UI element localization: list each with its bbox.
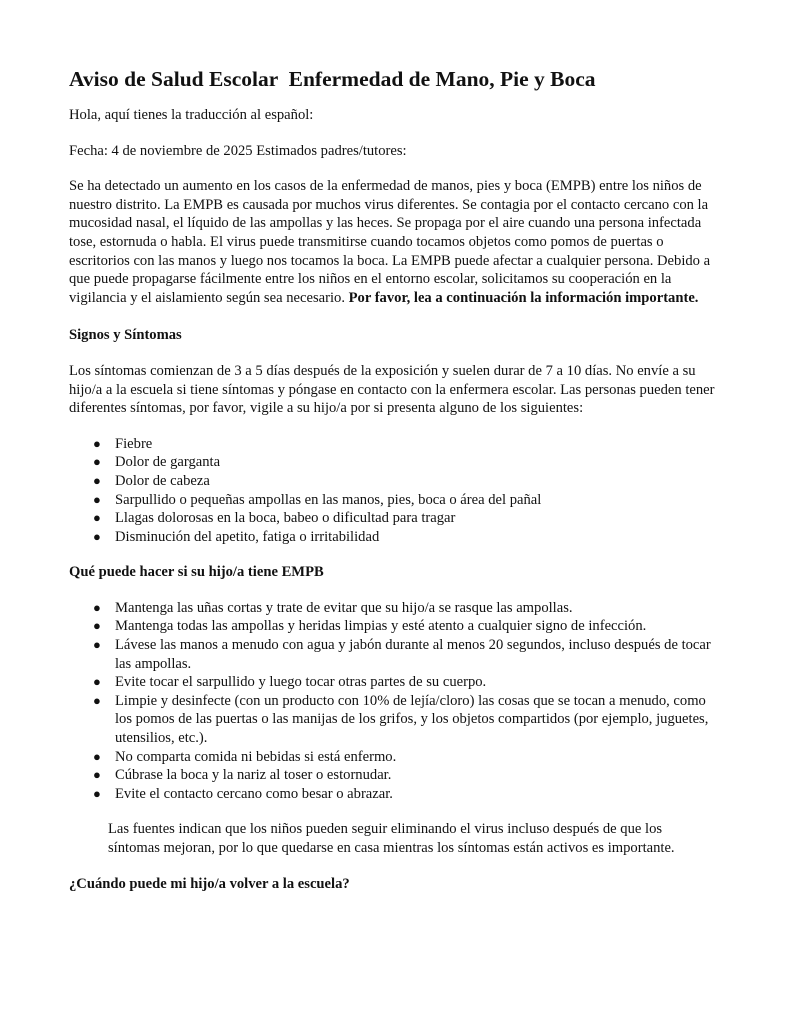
list-item	[69, 599, 722, 618]
bullet-icon: ●	[93, 472, 101, 488]
bullet-icon: ●	[93, 618, 101, 634]
symptoms-paragraph: Los síntomas comienzan de 3 a 5 días después de la exposición y suelen durar de 7 a 10 días. No envíe a su hijo/a a la escuela si tiene síntomas y póngase en contacto con la enfermera escolar. Las personas pueden tener diferentes síntomas, por favor, vigile a su hijo/a por si presenta alguno de los siguientes:	[69, 362, 715, 417]
list-item-text: Cúbrase la boca y la nariz al toser o estornudar.	[115, 767, 392, 784]
list-item-text: Sarpullido o pequeñas ampollas en las manos, pies, boca o área del pañal	[115, 491, 542, 508]
list-item-text: No comparta comida ni bebidas si está enfermo.	[115, 748, 397, 765]
list-item	[69, 435, 722, 454]
symptoms-list	[69, 435, 722, 547]
intro-paragraph	[69, 177, 722, 307]
list-item-text: Limpie y desinfecte (con un producto con 10% de lejía/cloro) las cosas que se tocan a menudo, como los pomos de las puertas o las manijas de los grifos, y los objetos compartidos (por ejemplo, juguetes, utensilios, etc.).	[115, 692, 709, 747]
list-item	[69, 617, 722, 636]
what-to-do-list	[69, 599, 722, 804]
intro-text: Se ha detectado un aumento en los casos de la enfermedad de manos, pies y boca (EMPB) entre los niños de nuestro distrito. La EMPB es causada por muchos virus diferentes. Se contagia por el contacto cercano con la mucosidad nasal, el líquido de las ampollas y las heces. Se propaga por el aire cuando una persona infectada tose, estornuda o habla. El virus puede transmitirse cuando tocamos objetos como pomos de puertas o escritorios con las manos y luego nos tocamos la boca. La EMPB puede afectar a cualquier persona. Debido a que puede propagarse fácilmente entre los niños en el entorno escolar, solicitamos su cooperación en la vigilancia y el aislamiento según sea necesario.	[69, 178, 711, 306]
list-item	[69, 692, 722, 748]
bullet-icon: ●	[93, 599, 101, 615]
list-item-text: Fiebre	[115, 435, 153, 452]
list-item	[69, 636, 722, 673]
sources-note: Las fuentes indican que los niños pueden seguir eliminando el virus incluso después de que los síntomas mejoran, por lo que quedarse en casa mientras los síntomas están activos es importante.	[108, 821, 675, 856]
bullet-icon: ●	[93, 491, 101, 507]
intro-bold-text: Por favor, lea a continuación la información importante.	[348, 289, 699, 306]
list-item-text: Evite tocar el sarpullido y luego tocar otras partes de su cuerpo.	[115, 674, 487, 691]
bullet-icon: ●	[93, 767, 101, 783]
bullet-icon: ●	[93, 674, 101, 690]
bullet-icon: ●	[93, 510, 101, 526]
list-item-text: Mantenga las uñas cortas y trate de evitar que su hijo/a se rasque las ampollas.	[115, 599, 573, 616]
bullet-icon: ●	[93, 785, 101, 801]
bullet-icon: ●	[93, 692, 101, 708]
list-item-text: Dolor de garganta	[115, 454, 221, 471]
list-item-text: Mantenga todas las ampollas y heridas limpias y esté atento a cualquier signo de infección.	[115, 618, 647, 635]
list-item	[69, 528, 722, 547]
list-item	[69, 673, 722, 692]
symptoms-heading: Signos y Síntomas	[69, 327, 182, 344]
list-item-text: Dolor de cabeza	[115, 472, 210, 489]
bullet-icon: ●	[93, 748, 101, 764]
list-item	[69, 491, 722, 510]
list-item	[69, 509, 722, 528]
list-item	[69, 766, 722, 785]
list-item-text: Evite el contacto cercano como besar o abrazar.	[115, 785, 393, 802]
date-line: Fecha: 4 de noviembre de 2025 Estimados padres/tutores:	[69, 142, 407, 159]
list-item-text: Disminución del apetito, fatiga o irritabilidad	[115, 528, 380, 545]
bullet-icon: ●	[93, 637, 101, 653]
bullet-icon: ●	[93, 528, 101, 544]
list-item-text: Lávese las manos a menudo con agua y jabón durante al menos 20 segundos, incluso después de tocar las ampollas.	[115, 637, 711, 672]
list-item	[69, 472, 722, 491]
greeting-text: Hola, aquí tienes la traducción al español:	[69, 107, 314, 123]
bullet-icon: ●	[93, 454, 101, 470]
list-item	[69, 785, 722, 804]
list-item	[69, 453, 722, 472]
return-heading: ¿Cuándo puede mi hijo/a volver a la escuela?	[69, 875, 350, 892]
list-item-text: Llagas dolorosas en la boca, babeo o dificultad para tragar	[115, 510, 456, 527]
page-title: Aviso de Salud Escolar Enfermedad de Mano, Pie y Boca	[69, 67, 596, 91]
what-to-do-heading: Qué puede hacer si su hijo/a tiene EMPB	[69, 564, 324, 581]
bullet-icon: ●	[93, 435, 101, 451]
list-item	[69, 748, 722, 767]
